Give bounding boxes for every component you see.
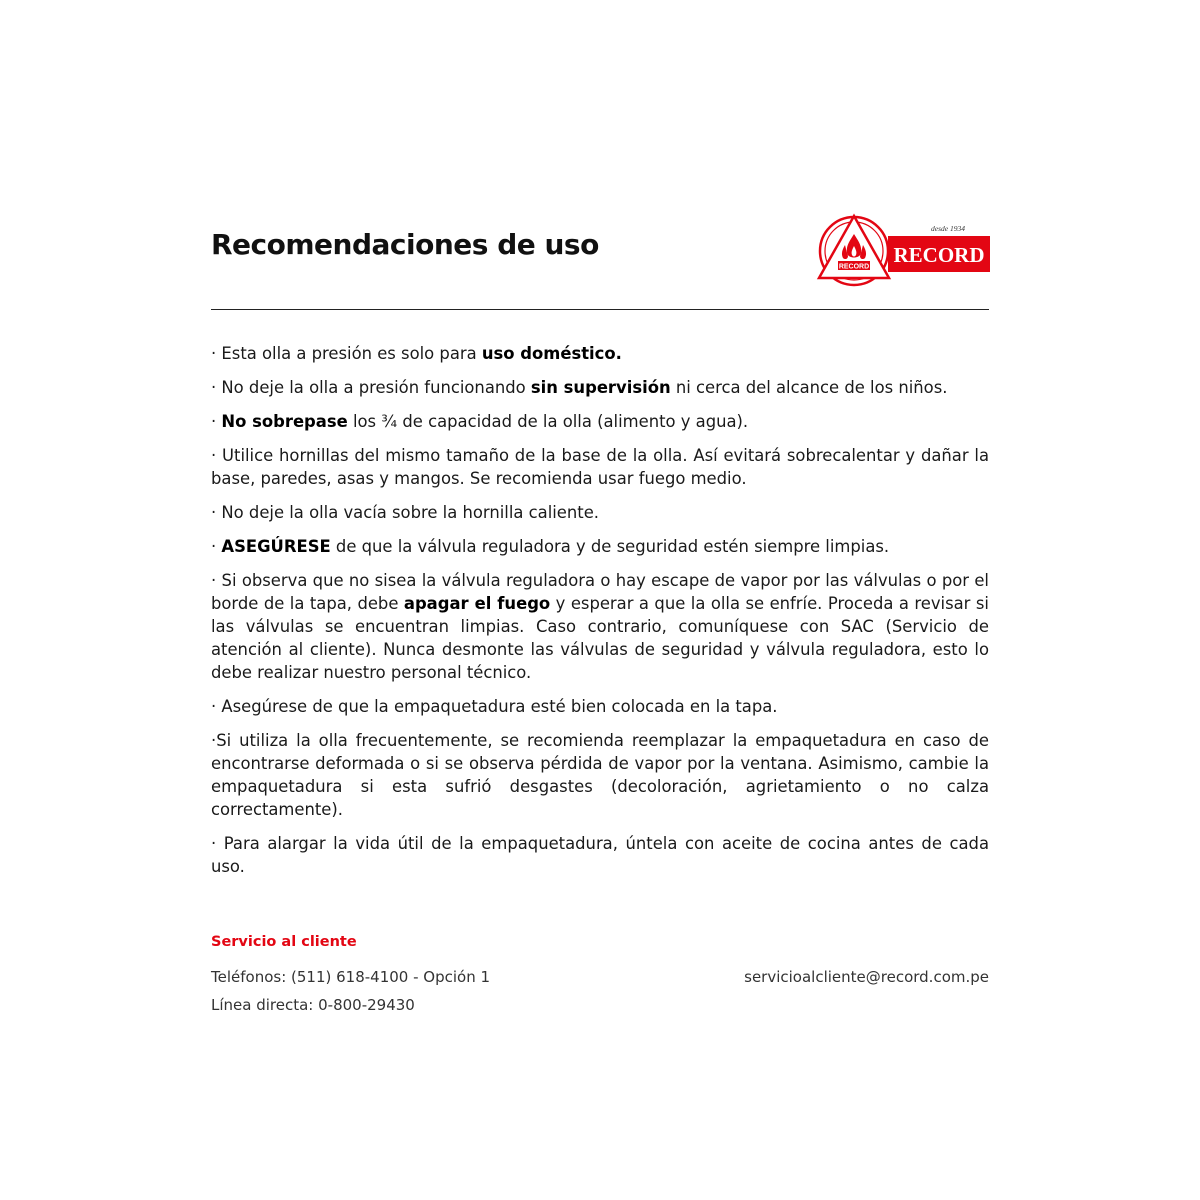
recommendation-item [211, 729, 989, 821]
logo-brand-text: RECORD [893, 243, 985, 267]
logo-tagline: desde 1934 [931, 224, 965, 233]
recommendation-text: · [211, 412, 222, 431]
recommendation-text: · Si observa que no sisea la válvula reguladora o hay escape de vapor por las válvulas o por el borde de la tapa, debe [211, 571, 989, 613]
recommendation-text: · Utilice hornillas del mismo tamaño de la base de la olla. Así evitará sobrecalentar y dañar la base, paredes, asas y mangos. Se recomienda usar fuego medio. [211, 446, 989, 488]
recommendation-emphasis: ASEGÚRESE [221, 537, 331, 556]
recommendation-text: y esperar a que la olla se enfríe. Proceda a revisar si las válvulas se encuentran limpias. Caso contrario, comuníquese con SAC (Servicio de atención al cliente). Nunca desmonte las válvulas de seguridad y válvula reguladora, esto lo debe realizar nuestro personal técnico. [211, 594, 989, 682]
recommendation-text: · No deje la olla a presión funcionando [211, 378, 531, 397]
recommendation-text: · No deje la olla vacía sobre la hornilla caliente. [211, 503, 599, 522]
page-title: Recomendaciones de uso [211, 228, 599, 261]
recommendation-emphasis: sin supervisión [530, 378, 671, 397]
recommendation-emphasis: uso doméstico. [481, 344, 622, 363]
service-title: Servicio al cliente [211, 934, 357, 950]
direct-line: Línea directa: 0-800-29430 [211, 996, 415, 1014]
recommendation-text: de que la válvula reguladora y de seguridad estén siempre limpias. [330, 537, 890, 556]
recommendations-list [211, 342, 989, 889]
recommendation-item [211, 444, 989, 490]
recommendation-item [211, 535, 989, 558]
recommendation-item [211, 569, 989, 684]
recommendation-text: · Para alargar la vida útil de la empaquetadura, úntela con aceite de cocina antes de cada uso. [211, 834, 989, 876]
recommendation-text: los ¾ de capacidad de la olla (alimento y agua). [347, 412, 749, 431]
record-logo [816, 212, 992, 290]
record-logo-graphic [816, 212, 992, 290]
recommendation-text: ·Si utiliza la olla frecuentemente, se recomienda reemplazar la empaquetadura en caso de encontrarse deformada o si se observa pérdida de vapor por la ventana. Asimismo, cambie la empaquetadura si esta sufrió desgastes (decoloración, agrietamiento o no calza correctamente). [211, 731, 989, 819]
recommendation-item [211, 410, 989, 433]
recommendation-item [211, 376, 989, 399]
recommendation-text: · Esta olla a presión es solo para [211, 344, 482, 363]
recommendation-item [211, 695, 989, 718]
phone-numbers: Teléfonos: (511) 618-4100 - Opción 1 [211, 968, 491, 986]
service-email[interactable]: servicioalcliente@record.com.pe [744, 968, 989, 986]
recommendation-text: · [211, 537, 222, 556]
recommendation-item [211, 501, 989, 524]
recommendation-emphasis: apagar el fuego [403, 594, 551, 613]
recommendation-text: ni cerca del alcance de los niños. [670, 378, 948, 397]
header-divider [211, 309, 989, 310]
recommendation-emphasis: No sobrepase [221, 412, 348, 431]
recommendation-item [211, 832, 989, 878]
recommendation-item [211, 342, 989, 365]
logo-badge-text: RECORD [838, 263, 870, 271]
recommendation-text: · Asegúrese de que la empaquetadura esté bien colocada en la tapa. [211, 697, 778, 716]
